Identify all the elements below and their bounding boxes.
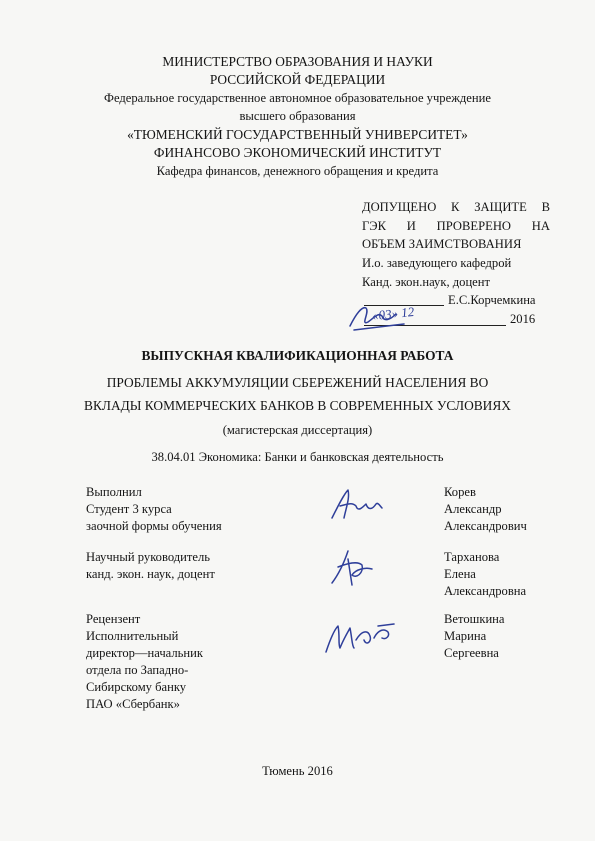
- work-title-line-1: ПРОБЛЕМЫ АККУМУЛЯЦИИ СБЕРЕЖЕНИЙ НАСЕЛЕНИЯ ВО: [106, 375, 489, 390]
- specialty: 38.04.01 Экономика: Банки и банковская деятельность: [151, 450, 444, 464]
- ministry-line-2: РОССИЙСКОЙ ФЕДЕРАЦИИ: [209, 72, 386, 87]
- author-name-2: Александр: [444, 502, 502, 516]
- reviewer-name-1: Ветошкина: [444, 612, 505, 626]
- university-name: «ТЮМЕНСКИЙ ГОСУДАРСТВЕННЫЙ УНИВЕРСИТЕТ»: [127, 127, 468, 142]
- approval-signature-icon: [344, 300, 414, 334]
- work-title-line-2: ВКЛАДЫ КОММЕРЧЕСКИХ БАНКОВ В СОВРЕМЕННЫХ УСЛОВИЯХ: [84, 398, 511, 413]
- reviewer-role-1: Рецензент: [86, 612, 141, 626]
- approval-name: Е.С.Корчемкина: [448, 293, 536, 307]
- ministry-line-1: МИНИСТЕРСТВО ОБРАЗОВАНИЯ И НАУКИ: [162, 54, 433, 69]
- reviewer-role-4: отдела по Западно-: [86, 663, 189, 677]
- city-year: Тюмень 2016: [262, 764, 333, 778]
- reviewer-signature-icon: [320, 618, 400, 658]
- supervisor-name-3: Александровна: [444, 584, 527, 598]
- reviewer-role-3: директор—начальник: [86, 646, 203, 660]
- reviewer-name-3: Сергеевна: [444, 646, 499, 660]
- supervisor-name-1: Тарханова: [444, 550, 500, 564]
- work-subtitle: (магистерская диссертация): [222, 423, 373, 437]
- supervisor-role-1: Научный руководитель: [86, 550, 211, 564]
- supervisor-signature-icon: [322, 545, 382, 589]
- approval-position: И.о. заведующего кафедрой: [362, 256, 512, 270]
- approval-year: 2016: [510, 312, 536, 326]
- work-type: ВЫПУСКНАЯ КВАЛИФИКАЦИОННАЯ РАБОТА: [141, 348, 454, 363]
- author-name-1: Корев: [444, 485, 476, 499]
- reviewer-role-5: Сибирскому банку: [86, 680, 187, 694]
- author-name-3: Александрович: [444, 519, 527, 533]
- reviewer-role-6: ПАО «Сбербанк»: [86, 697, 180, 711]
- department-name: Кафедра финансов, денежного обращения и кредита: [156, 164, 439, 178]
- supervisor-name-2: Елена: [444, 567, 476, 581]
- institute-name: ФИНАНСОВО ЭКОНОМИЧЕСКИЙ ИНСТИТУТ: [153, 145, 442, 160]
- approval-line-1: ДОПУЩЕНО К ЗАЩИТЕ В: [362, 200, 550, 214]
- institution-line-2: высшего образования: [239, 109, 356, 123]
- approval-degree: Канд. экон.наук, доцент: [362, 275, 491, 289]
- author-signature-icon: [326, 484, 386, 524]
- approval-line-3: ОБЪЕМ ЗАИМСТВОВАНИЯ: [362, 237, 522, 251]
- reviewer-role-2: Исполнительный: [86, 629, 179, 643]
- author-role-1: Выполнил: [86, 485, 142, 499]
- approval-handwritten-date: «03» 12: [371, 303, 415, 324]
- reviewer-name-2: Марина: [444, 629, 487, 643]
- supervisor-role-2: канд. экон. наук, доцент: [86, 567, 215, 581]
- author-role-3: заочной формы обучения: [86, 519, 222, 533]
- author-role-2: Студент 3 курса: [86, 502, 172, 516]
- institution-line-1: Федеральное государственное автономное образовательное учреждение: [104, 91, 491, 105]
- approval-line-2: ГЭК И ПРОВЕРЕНО НА: [362, 219, 550, 233]
